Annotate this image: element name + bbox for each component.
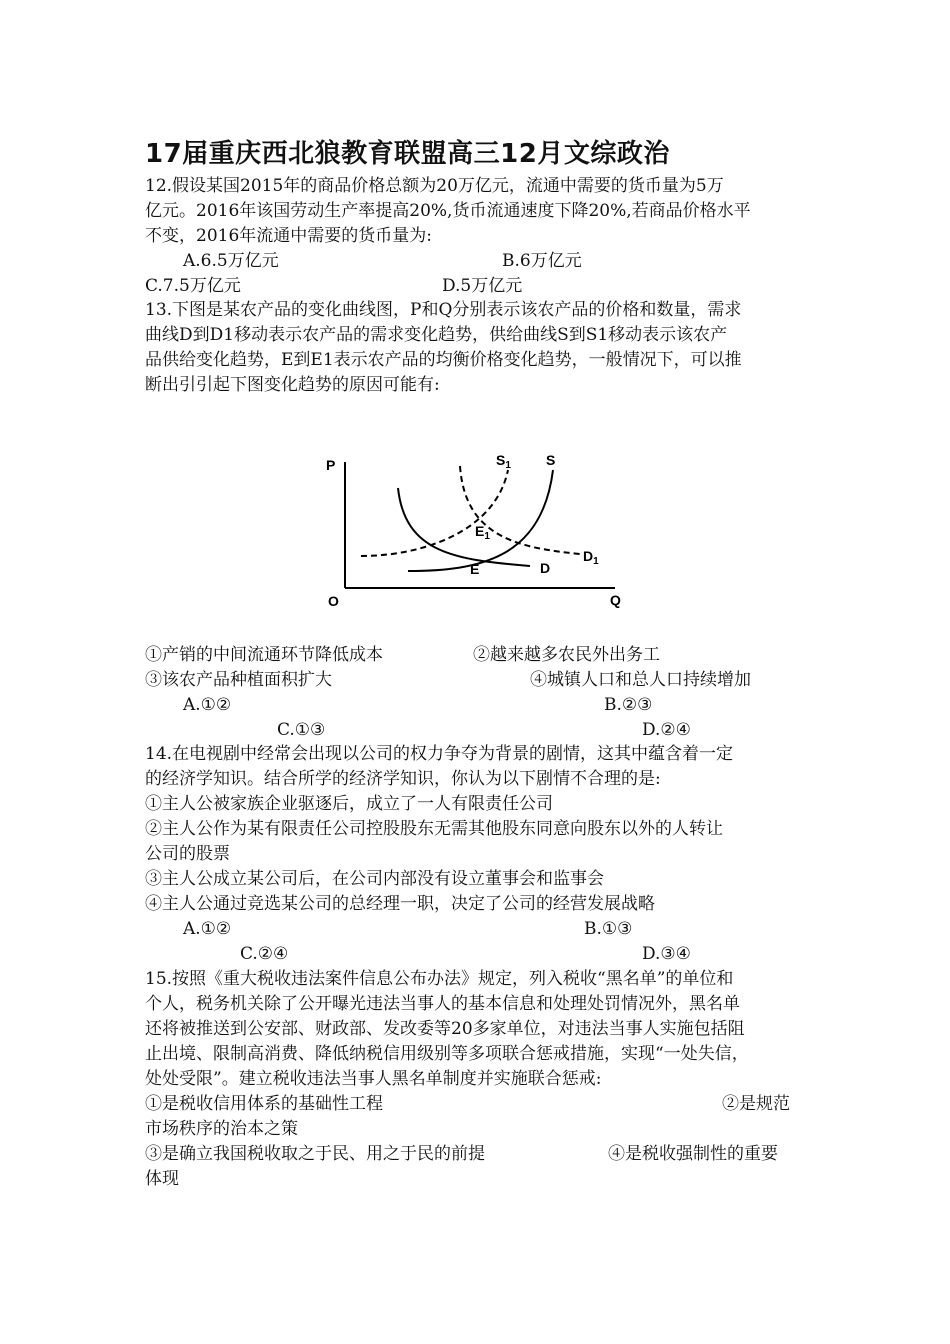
q13-option-c: C.①③: [277, 720, 326, 740]
q13-line-1: 13.下图是某农产品的变化曲线图，P和Q分别表示该农产品的价格和数量，需求: [145, 300, 742, 320]
q12-option-b: B.6万亿元: [502, 251, 582, 271]
q12-option-c: C.7.5万亿元: [145, 276, 241, 296]
q15-line-5: 处处受限”。建立税收违法当事人黑名单制度并实施联合惩戒:: [145, 1069, 602, 1089]
q15-line-3: 还将被推送到公安部、财政部、发改委等20多家单位，对违法当事人实施包括阻: [145, 1019, 745, 1039]
q14-item-2: ②主人公作为某有限责任公司控股股东无需其他股东同意向股东以外的人转让: [145, 819, 723, 839]
q13-item-2: ②越来越多农民外出务工: [473, 645, 660, 665]
q15-item-1: ①是税收信用体系的基础性工程: [145, 1094, 383, 1114]
q13-item-1: ①产销的中间流通环节降低成本: [145, 645, 383, 665]
supply-demand-graph: [320, 448, 640, 613]
q12-option-d: D.5万亿元: [442, 276, 523, 296]
q12-line-3: 不变，2016年流通中需要的货币量为:: [145, 226, 432, 246]
axis-q-label: Q: [610, 592, 621, 608]
q13-option-b: B.②③: [604, 695, 653, 715]
q14-item-3: ③主人公成立某公司后，在公司内部没有设立董事会和监事会: [145, 869, 604, 889]
q14-line-2: 的经济学知识。结合所学的经济学知识，你认为以下剧情不合理的是:: [145, 769, 661, 789]
supply-curve-s1: [361, 470, 508, 556]
label-s1-sub: 1: [505, 460, 511, 471]
q12-line-2: 亿元。2016年该国劳动生产率提高20%,货币流通速度下降20%,若商品价格水平: [145, 201, 751, 221]
q12-line-1: 12.假设某国2015年的商品价格总额为20万亿元，流通中需要的货币量为5万: [145, 176, 724, 196]
q15-item-2-cont: 市场秩序的治本之策: [145, 1119, 298, 1139]
q15-line-2: 个人，税务机关除了公开曝光违法当事人的基本信息和处理处罚情况外，黑名单: [145, 994, 740, 1014]
q15-line-1: 15.按照《重大税收违法案件信息公布办法》规定，列入税收“黑名单”的单位和: [145, 969, 734, 989]
label-d: D: [540, 560, 551, 576]
label-d1-main: D: [583, 548, 594, 564]
label-s: S: [546, 452, 556, 468]
q15-item-4-cont: 体现: [145, 1169, 179, 1189]
q14-option-c: C.②④: [240, 944, 289, 964]
label-s1-main: S: [496, 452, 506, 468]
q14-item-1: ①主人公被家族企业驱逐后，成立了一人有限责任公司: [145, 794, 553, 814]
label-e1: [475, 523, 490, 542]
page-title: 17届重庆西北狼教育联盟高三12月文综政治: [145, 139, 670, 169]
q13-line-3: 品供给变化趋势，E到E1表示农产品的均衡价格变化趋势，一般情况下，可以推: [145, 350, 742, 370]
label-e1-sub: 1: [484, 531, 490, 542]
label-s1: [496, 452, 511, 471]
q13-item-3: ③该农产品种植面积扩大: [145, 670, 332, 690]
q13-line-4: 断出引引起下图变化趋势的原因可能有:: [145, 375, 440, 395]
label-e: E: [470, 561, 480, 577]
q15-line-4: 止出境、限制高消费、降低纳税信用级别等多项联合惩戒措施，实现“一处失信，: [145, 1044, 749, 1064]
q14-line-1: 14.在电视剧中经常会出现以公司的权力争夺为背景的剧情，这其中蕴含着一定: [145, 744, 734, 764]
q14-item-4: ④主人公通过竞选某公司的总经理一职，决定了公司的经营发展战略: [145, 894, 655, 914]
q13-option-a: A.①②: [183, 695, 232, 715]
origin-label: O: [328, 593, 339, 609]
q14-option-b: B.①③: [584, 919, 633, 939]
q15-item-2: ②是规范: [722, 1094, 790, 1114]
label-e1-main: E: [475, 523, 485, 539]
q12-option-a: A.6.5万亿元: [183, 251, 279, 271]
q14-item-2-cont: 公司的股票: [145, 844, 230, 864]
q13-option-d: D.②④: [642, 720, 691, 740]
axis-p-label: P: [326, 457, 336, 473]
q15-item-3: ③是确立我国税收取之于民、用之于民的前提: [145, 1144, 485, 1164]
q14-option-a: A.①②: [183, 919, 232, 939]
q13-line-2: 曲线D到D1移动表示农产品的需求变化趋势，供给曲线S到S1移动表示该农产: [145, 325, 728, 345]
supply-curve-s: [408, 470, 553, 571]
label-d1-sub: 1: [593, 556, 599, 567]
q14-option-d: D.③④: [642, 944, 691, 964]
q13-item-4: ④城镇人口和总人口持续增加: [530, 670, 751, 690]
demand-curve-d: [398, 488, 530, 566]
q15-item-4: ④是税收强制性的重要: [608, 1144, 778, 1164]
label-d1: [583, 548, 599, 567]
